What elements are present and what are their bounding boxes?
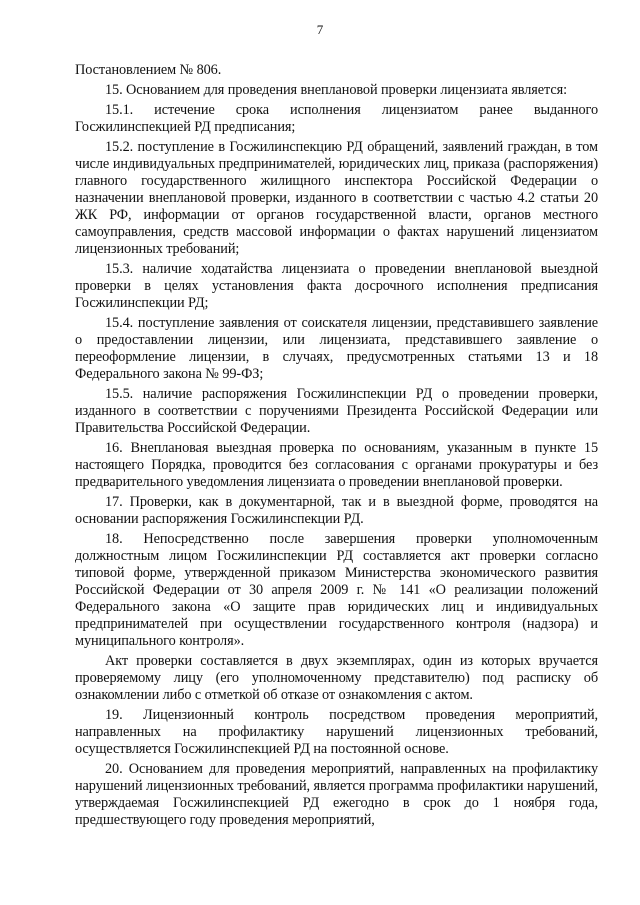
paragraph-continuation: Постановлением № 806. bbox=[75, 62, 222, 78]
paragraph-15-4: 15.4. поступление заявления от соискателя лицензии, представившего заявление о предоставлении лицензии, или лицензиата, представившего заявление о переоформление лицензии, в случаях, предусмотренных статьями 13 и 18 Федерального закона № 99-ФЗ; bbox=[75, 315, 598, 382]
paragraph-15-2: 15.2. поступление в Госжилинспекцию РД обращений, заявлений граждан, в том числе индивидуальных предпринимателей, юридических лиц, приказа (распоряжения) главного государственного жилищного инспектора Российской Федерации о назначении внеплановой проверки, изданного в соответствии с частью 4.2 статьи 20 ЖК РФ, информации от органов государственной власти, органов местного самоуправления, средств массовой информации о фактах нарушений лицензиатом лицензионных требований; bbox=[75, 139, 598, 257]
paragraph-15: 15. Основанием для проведения внеплановой проверки лицензиата является: bbox=[105, 82, 567, 98]
document-body bbox=[75, 62, 598, 832]
paragraph-15-1: 15.1. истечение срока исполнения лицензиатом ранее выданного Госжилинспекцией РД предписания; bbox=[75, 102, 598, 135]
paragraph-20: 20. Основанием для проведения мероприятий, направленных на профилактику нарушений лицензионных требований, является программа профилактики нарушений, утверждаемая Госжилинспекцией РД ежегодно в срок до 1 ноября года, предшествующего году проведения мероприятий, bbox=[75, 761, 598, 828]
paragraph-18: 18. Непосредственно после завершения проверки уполномоченным должностным лицом Госжилинспекции РД составляется акт проверки согласно типовой форме, утвержденной приказом Министерства экономического развития Российской Федерации от 30 апреля 2009 г. № 141 «О реализации положений Федерального закона «О защите прав юридических лиц и индивидуальных предпринимателей при осуществлении государственного контроля (надзора) и муниципального контроля». bbox=[75, 531, 598, 649]
paragraph-19: 19. Лицензионный контроль посредством проведения мероприятий, направленных на профилактику нарушений лицензионных требований, осуществляется Госжилинспекцией РД на постоянной основе. bbox=[75, 707, 598, 757]
paragraph-16: 16. Внеплановая выездная проверка по основаниям, указанным в пункте 15 настоящего Порядка, проводится без согласования с органами прокуратуры и без предварительного уведомления лицензиата о проведении внеплановой проверки. bbox=[75, 440, 598, 490]
paragraph-15-5: 15.5. наличие распоряжения Госжилинспекции РД о проведении проверки, изданного в соответствии с поручениями Президента Российской Федерации или Правительства Российской Федерации. bbox=[75, 386, 598, 436]
page-number: 7 bbox=[316, 22, 324, 37]
paragraph-17: 17. Проверки, как в документарной, так и в выездной форме, проводятся на основании распоряжения Госжилинспекции РД. bbox=[75, 494, 598, 527]
paragraph-15-3: 15.3. наличие ходатайства лицензиата о проведении внеплановой выездной проверки в целях установления факта досрочного исполнения предписания Госжилинспекции РД; bbox=[75, 261, 598, 311]
paragraph-18-act: Акт проверки составляется в двух экземплярах, один из которых вручается проверяемому лицу (его уполномоченному представителю) под расписку об ознакомлении либо с отметкой об отказе от ознакомления с актом. bbox=[75, 653, 598, 703]
